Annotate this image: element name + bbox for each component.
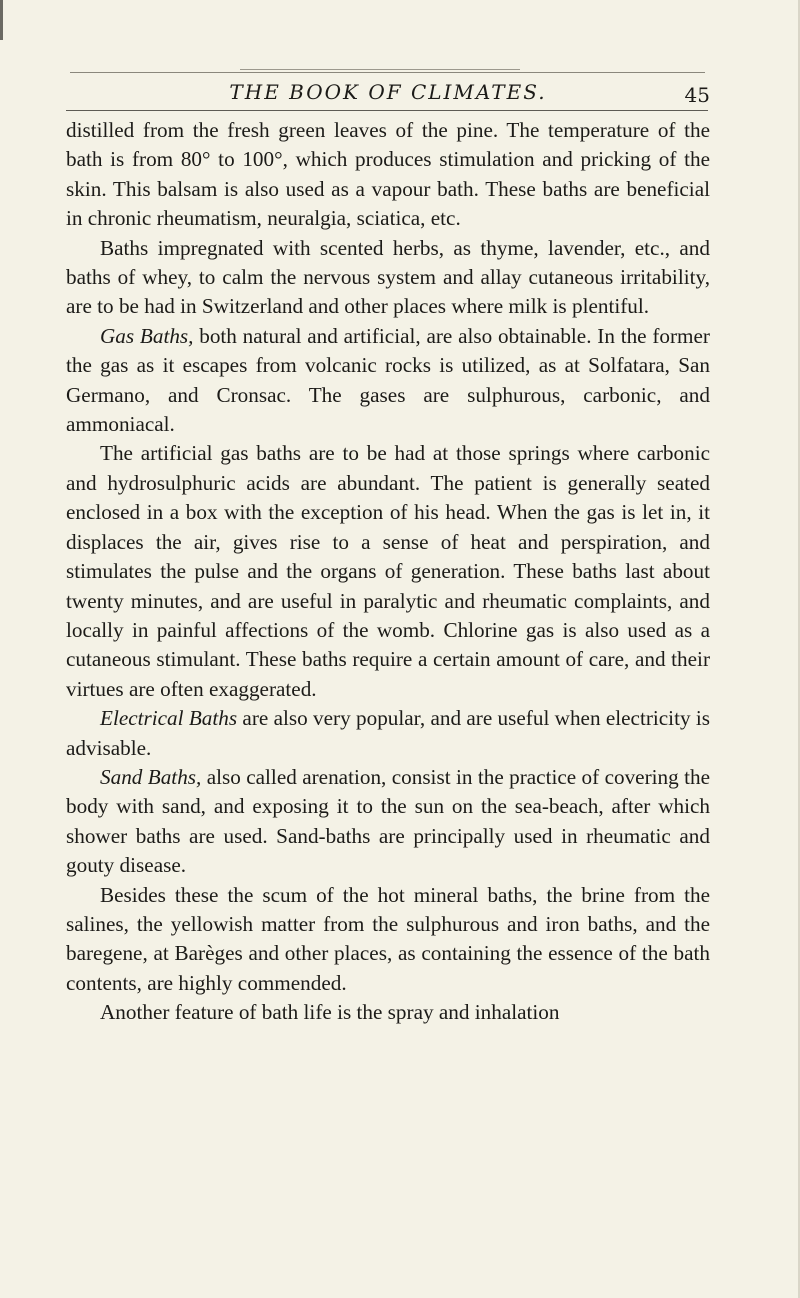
paragraph [66,763,710,881]
body-text [66,116,710,1028]
section-lead: Electrical Baths [100,706,238,731]
paragraph-text: Another feature of bath life is the spray and inhalation [100,1000,560,1025]
paragraph-text: both natural and artificial, are also obtainable. In the former the gas as it escapes from volcanic rocks is utilized, as at Solfatara, San Germano, and Cronsac. The gases are sulphurous, carbonic, and ammoniacal. [66,323,710,437]
paragraph-text: Baths impregnated with scented herbs, as thyme, lavender, etc., and baths of whey, to calm the nervous system and allay cutaneous irritability, are to be had in Switzerland and other places where milk is plentiful. [66,235,710,319]
page-number: 45 [684,83,710,107]
paragraph [66,116,710,234]
paragraph [66,704,710,763]
paragraph-text: Besides these the scum of the hot mineral baths, the brine from the salines, the yellowish matter from the sulphurous and iron baths, and the baregene, at Barèges and other places, as containing the essence of the bath contents, are highly commended. [66,882,710,995]
top-rule [70,72,705,73]
paragraph [66,439,710,704]
paragraph-text: also called arenation, consist in the practice of covering the body with sand, and exposing it to the sun on the sea-beach, after which shower baths are used. Sand-baths are principally used in rheumatic and gouty disease. [66,764,710,878]
header-rule [66,110,708,111]
paragraph [66,881,710,999]
paragraph [66,998,710,1027]
top-rule-short [240,69,520,70]
paragraph-text: are also very popular, and are useful when electricity is advisable. [66,706,710,760]
paragraph [66,322,710,440]
section-lead: Gas Baths, [100,323,194,348]
section-lead: Sand Baths, [100,764,202,789]
page-edge-mark [0,0,3,40]
paragraph-text: The artificial gas baths are to be had at those springs where carbonic and hydrosulphuric acids are abundant. The patient is generally seated enclosed in a box with the exception of his head. When the gas is let in, it displaces the air, gives rise to a sense of heat and perspiration, and stimulates the pulse and the organs of generation. These baths last about twenty minutes, and are useful in paralytic and rheumatic complaints, and locally in painful affections of the womb. Chlorine gas is also used as a cutaneous stimulant. These baths require a certain amount of care, and their virtues are often exaggerated. [66,441,710,701]
running-title: THE BOOK OF CLIMATES. [229,80,547,104]
paragraph [66,234,710,322]
paragraph-text: distilled from the fresh green leaves of the pine. The temperature of the bath is from 80° to 100°, which produces stimulation and pricking of the skin. This balsam is also used as a vapour bath. These baths are beneficial in chronic rheumatism, neuralgia, sciatica, etc. [66,118,710,231]
running-head [66,78,710,108]
